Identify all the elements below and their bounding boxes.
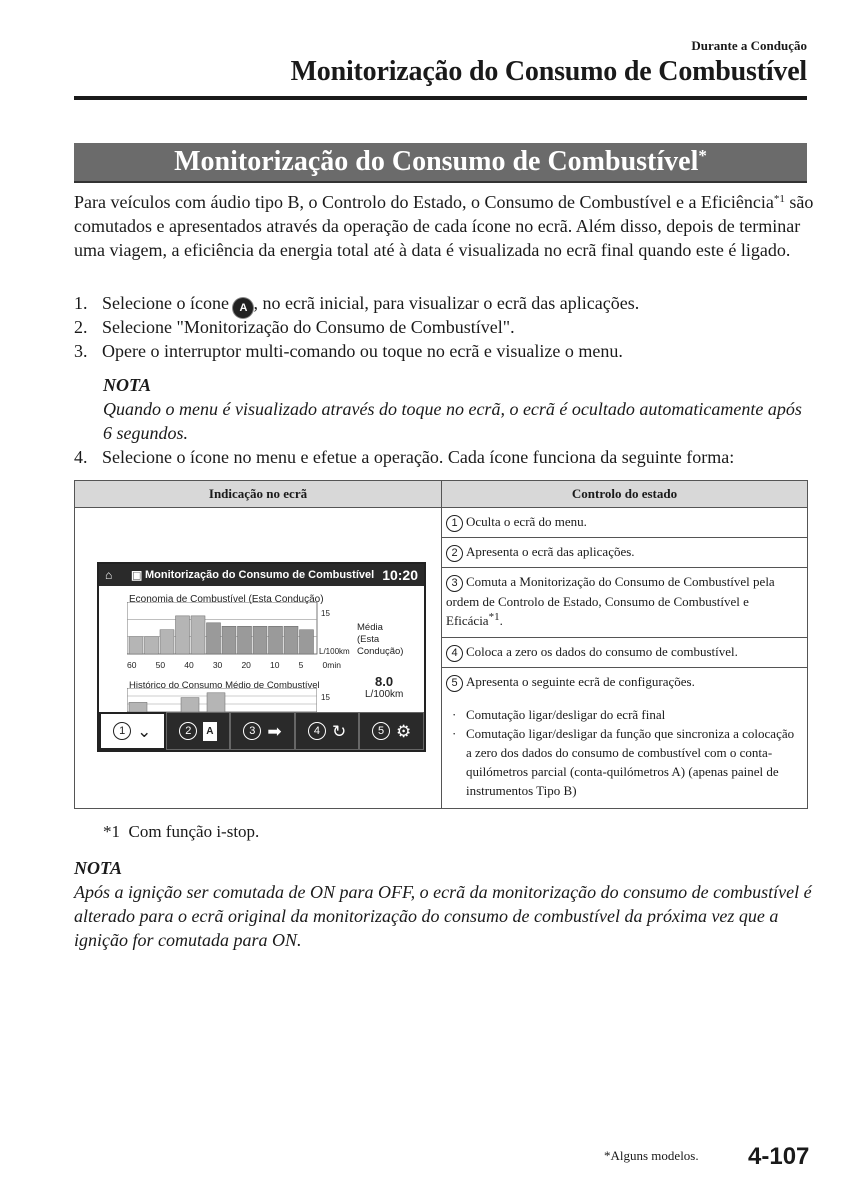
control-table <box>74 480 808 809</box>
intro-text-2: são comutados e apresentados através da operação de cada ícone no ecrã. Além disso, depois de terminar uma viagem, a eficiência da energia total até à data é visualizada no ecrã final quando este é ligado. <box>74 192 814 260</box>
table-cell <box>442 538 808 568</box>
page-number: 4-107 <box>748 1143 810 1170</box>
average-label: Média (Esta Condução) <box>357 622 404 657</box>
note-text: Quando o menu é visualizado através do toque no ecrã, o ecrã é ocultado automaticamente após 6 segundos. <box>103 399 802 443</box>
header-rule <box>74 96 807 100</box>
settings-button[interactable] <box>359 712 424 750</box>
step-number: 1. <box>74 293 88 313</box>
page-title: Monitorização do Consumo de Combustível <box>290 56 807 87</box>
footnote <box>103 822 259 842</box>
x-tick: 10 <box>270 660 280 670</box>
average-value: 8.0 <box>375 674 394 689</box>
screen-illustration <box>97 562 426 752</box>
footnote-text: Com função i-stop. <box>128 822 260 841</box>
screen-clock: 10:20 <box>382 567 418 583</box>
chart2-ymax: 15 <box>321 693 330 702</box>
chart-bar <box>191 616 205 654</box>
note2-text: Após a ignição ser comutada de ON para OFF, o ecrã da monitorização do consumo de combustível é alterado para o ecrã original da monitorização do consumo de combustível da próxima vez que a ignição for comutada para ON. <box>74 882 812 950</box>
step-number: 2. <box>74 317 88 337</box>
screen-illustration-cell <box>75 508 442 809</box>
chart-bar <box>181 698 199 712</box>
table-cell <box>442 568 808 638</box>
footer-note: *Alguns modelos. <box>604 1148 699 1163</box>
chart-bar <box>300 630 314 654</box>
step-number: 4. <box>74 447 88 467</box>
number-badge: 4 <box>446 645 463 662</box>
chart-bar <box>207 623 221 654</box>
number-badge: 3 <box>446 575 463 592</box>
chart1-title: Economia de Combustível (Esta Condução) <box>129 594 324 605</box>
cell-text: Apresenta o ecrã das aplicações. <box>466 544 635 560</box>
step-1 <box>74 291 814 318</box>
number-badge: 1 <box>446 515 463 532</box>
intro-paragraph <box>74 190 814 262</box>
x-tick: 0min <box>322 660 341 670</box>
switch-screen-icon: ➡ <box>267 721 282 741</box>
chevron-down-icon: ⌄ <box>137 721 152 741</box>
home-icon: ⌂ <box>105 568 113 582</box>
button-number: 2 <box>179 722 197 740</box>
chart-bar <box>284 626 298 654</box>
chart-bar <box>238 626 252 654</box>
table-cell <box>442 637 808 667</box>
footnote-ref: *1 <box>488 611 500 624</box>
button-number: 4 <box>308 722 326 740</box>
screen-menu-bar <box>99 712 424 750</box>
x-tick: 20 <box>241 660 251 670</box>
chart-bar <box>207 693 225 712</box>
screen-title-bar <box>99 564 424 586</box>
x-tick: 30 <box>212 660 223 670</box>
apps-icon: A <box>233 298 253 318</box>
chart-bar <box>160 630 174 654</box>
number-badge: 2 <box>446 545 463 562</box>
step-3 <box>74 339 814 363</box>
step-4 <box>74 445 814 469</box>
bullet-text: Comutação ligar/desligar da função que sincroniza a colocação a zero dos dados do consumo de combustível com o conta-quilómetros parcial (conta-quilómetros A) (apenas painel de instrumentos Tipo B) <box>466 725 795 798</box>
banner-mark: * <box>698 146 707 165</box>
table-cell <box>442 508 808 538</box>
bullet-item: · Comutação ligar/desligar da função que sincroniza a colocação a zero dos dados do consumo de combustível com o conta-quilómetros parcial (conta-quilómetros A) (apenas painel de instrumentos Tipo B) <box>452 724 803 800</box>
button-number: 1 <box>113 722 131 740</box>
bullet-text: Comutação ligar/desligar do ecrã final <box>466 706 666 722</box>
chart-bar <box>129 702 147 712</box>
apps-icon: A <box>203 722 216 741</box>
apps-icon: ▣ <box>131 568 143 582</box>
cell-text-end: . <box>499 613 503 629</box>
reset-icon: ↻ <box>331 721 347 741</box>
banner-title: Monitorização do Consumo de Combustível <box>174 146 699 177</box>
note-label: NOTA <box>103 375 152 395</box>
x-tick: 60 <box>127 660 137 670</box>
table-cell <box>442 667 808 697</box>
history-chart <box>127 688 317 712</box>
chart-bar <box>145 637 159 654</box>
cell-text: Coloca a zero os dados do consumo de combustível. <box>466 643 738 659</box>
step-text: Opere o interruptor multi-comando ou toque no ecrã e visualize o menu. <box>102 341 623 361</box>
chart-bar <box>176 616 190 654</box>
section-banner <box>74 143 807 183</box>
footnote-mark: *1 <box>103 822 120 841</box>
chart-bar <box>129 637 143 654</box>
x-axis-labels <box>127 656 341 675</box>
chart2-title: Histórico do Consumo Médio de Combustível <box>129 680 320 691</box>
step-number: 3. <box>74 341 88 361</box>
footnote-ref: *1 <box>773 193 785 205</box>
reset-button[interactable] <box>295 712 360 750</box>
gear-icon: ⚙ <box>396 721 412 741</box>
bullet-item: · Comutação ligar/desligar do ecrã final <box>452 706 666 722</box>
chart-bar <box>253 626 267 654</box>
apps-button[interactable] <box>166 712 231 750</box>
chart-bar <box>222 626 236 654</box>
chart1-unit: L/100km <box>319 647 350 656</box>
section-name: Durante a Condução <box>691 38 807 53</box>
cell-text: Oculta o ecrã do menu. <box>466 514 587 529</box>
x-tick: 50 <box>155 660 166 670</box>
intro-text-1: Para veículos com áudio tipo B, o Controlo do Estado, o Consumo de Combustível e a Eficiência <box>74 192 774 212</box>
switch-screen-button[interactable] <box>230 712 295 750</box>
step-text: Selecione o ícone no menu e efetue a operação. Cada ícone funciona da seguinte forma: <box>102 447 735 467</box>
cell-text: Comuta a Monitorização do Consumo de Combustível pela ordem de Controlo de Estado, Consumo de Combustível e Eficácia <box>446 574 775 629</box>
x-tick: 40 <box>184 660 194 670</box>
step-text: Selecione "Monitorização do Consumo de Combustível". <box>102 317 515 337</box>
hide-menu-button[interactable] <box>99 712 166 750</box>
average-unit: L/100km <box>365 689 404 700</box>
button-number: 5 <box>372 722 390 740</box>
table-cell <box>442 697 808 809</box>
step-text: , no ecrã inicial, para visualizar o ecrã das aplicações. <box>253 293 640 313</box>
note2-label: NOTA <box>74 858 123 878</box>
step-text: Selecione o ícone <box>102 293 229 313</box>
cell-text: Apresenta o seguinte ecrã de configurações. <box>466 673 695 689</box>
step-2 <box>74 315 814 339</box>
screen-title: Monitorização do Consumo de Combustível <box>145 569 375 581</box>
number-badge: 5 <box>446 675 463 692</box>
table-header-display: Indicação no ecrã <box>75 481 442 508</box>
table-row <box>75 508 808 538</box>
button-number: 3 <box>243 722 261 740</box>
table-header-control: Controlo do estado <box>442 481 808 508</box>
x-tick: 5 <box>298 660 304 670</box>
chart1-ymax: 15 <box>321 609 330 618</box>
chart-bar <box>269 626 283 654</box>
